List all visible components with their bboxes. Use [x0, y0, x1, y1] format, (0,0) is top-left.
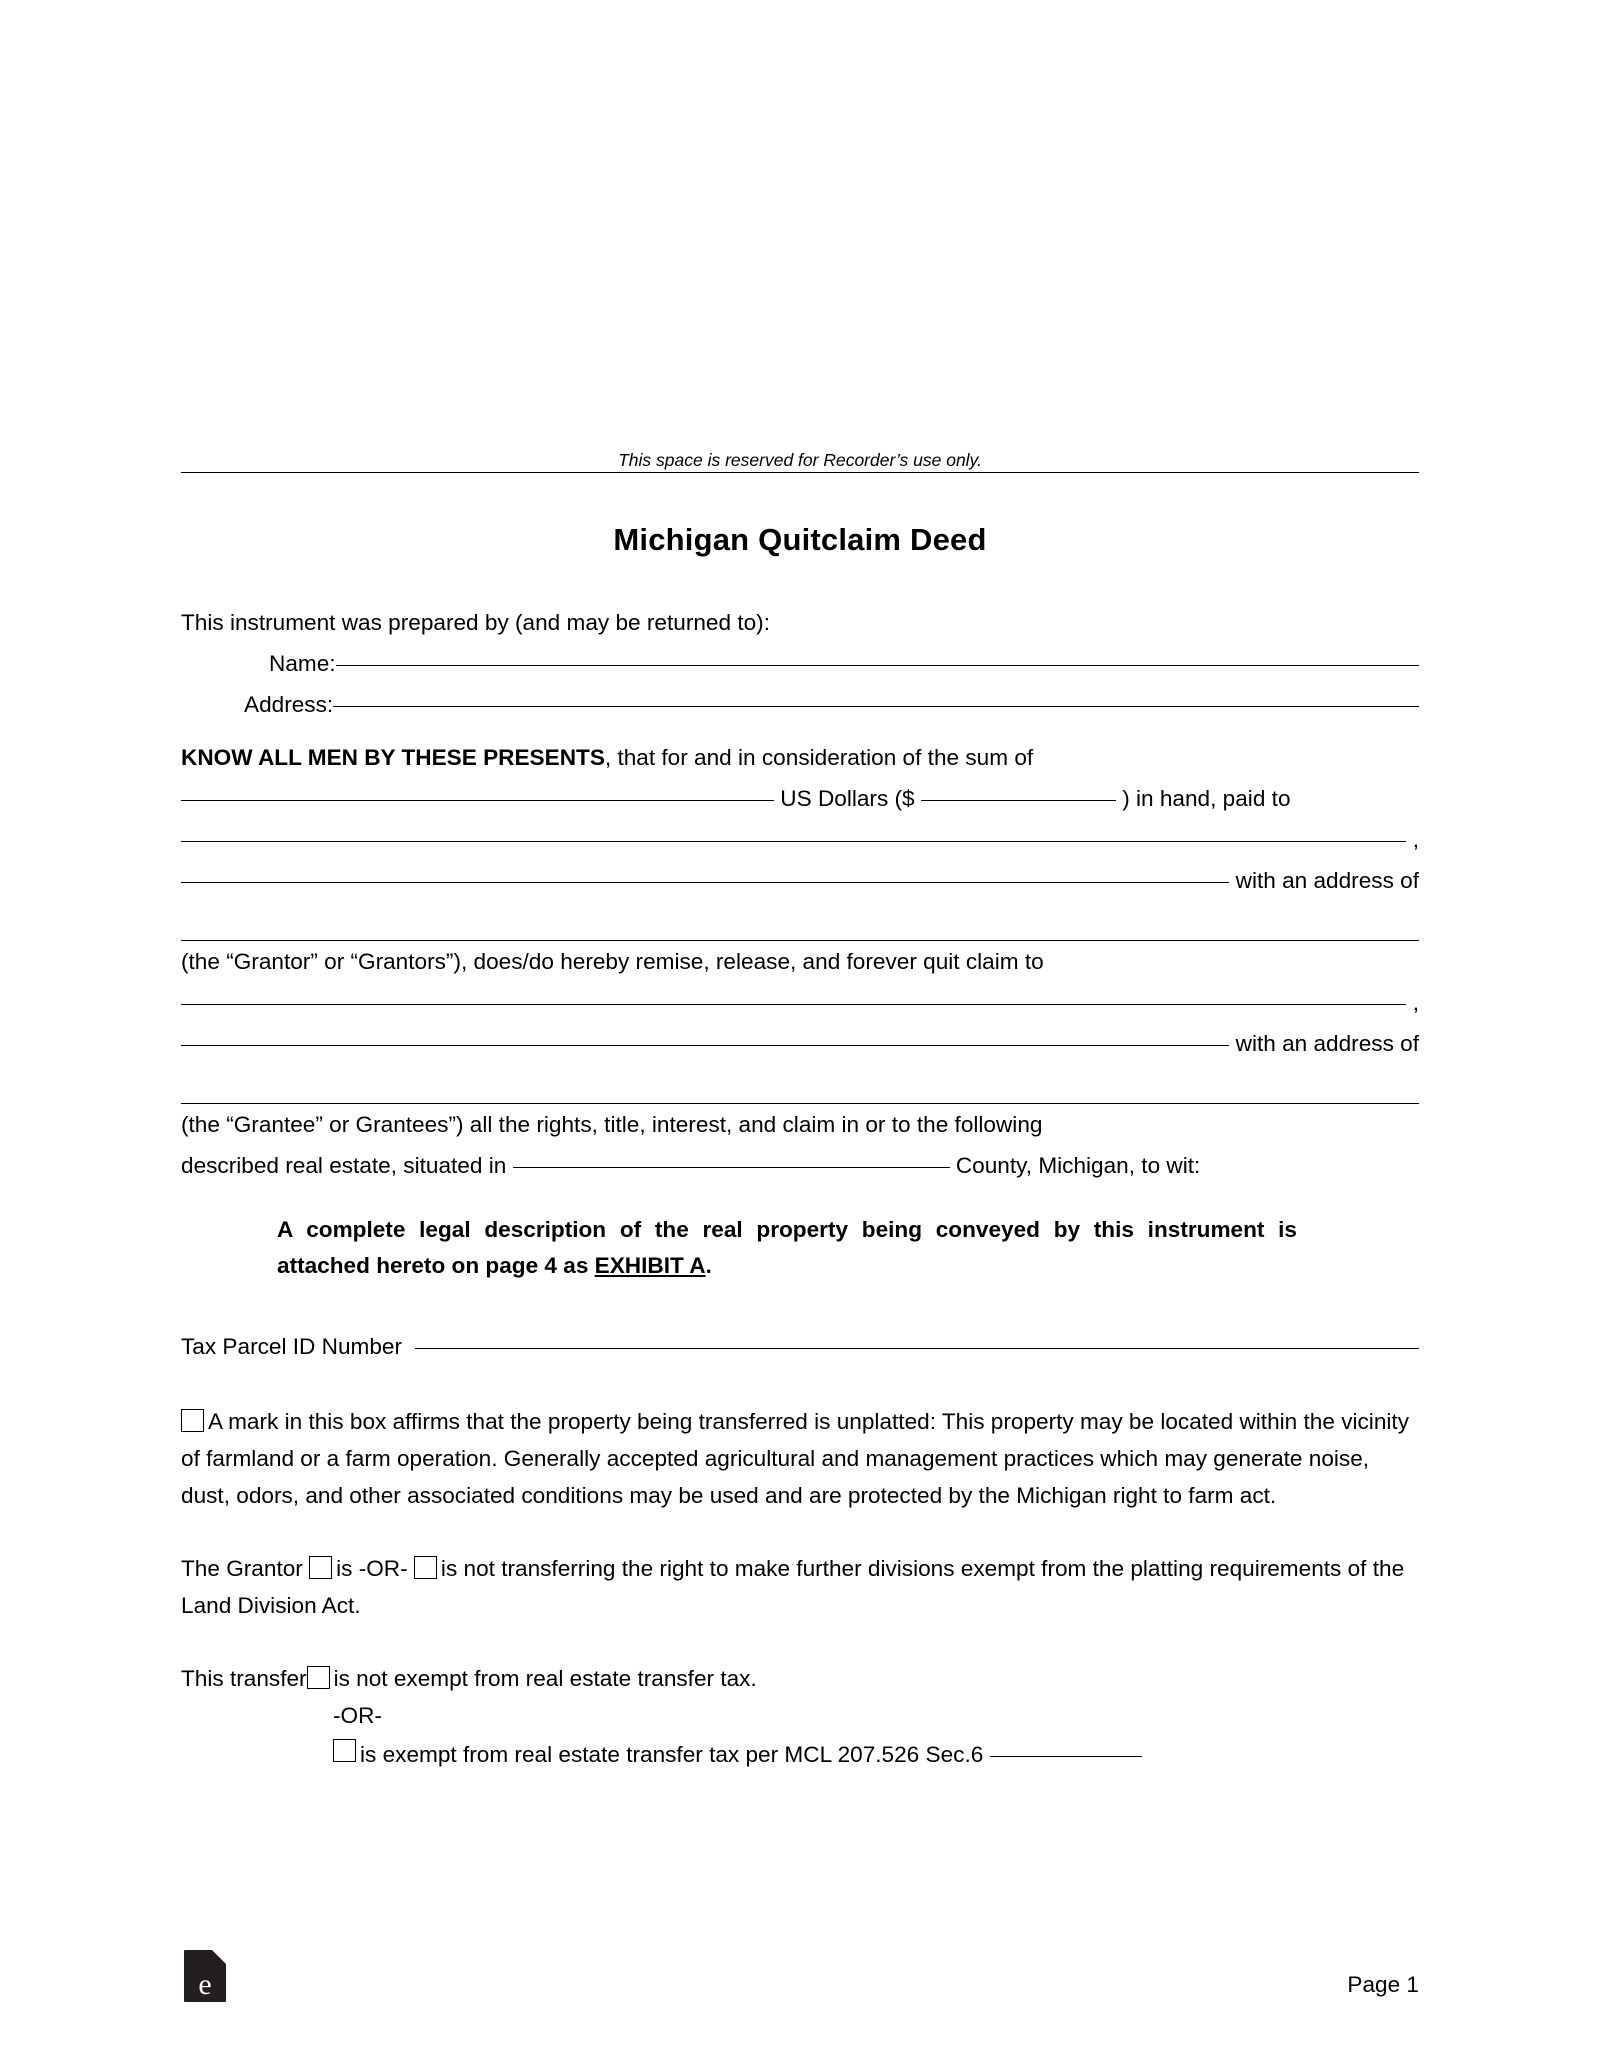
- grantor-clause: (the “Grantor” or “Grantors”), does/do hereby remise, release, and forever quit claim to: [181, 949, 1044, 974]
- unplatted-text: A mark in this box affirms that the property being transferred is unplatted: This property may be located within the vicinity of farmland or a farm operation. Generally accepted agricultural and management practices which may generate noise, dust, odors, and other associated conditions may be used and are protected by the Michigan right to farm act.: [181, 1409, 1409, 1508]
- know-all-men-line: [181, 737, 1419, 778]
- transfer-tax-exempt-row: [333, 1734, 1419, 1775]
- described-suffix: County, Michigan, to wit:: [955, 1153, 1201, 1178]
- grantor-divisions-prefix: The Grantor: [181, 1556, 303, 1581]
- grantor-address-blank[interactable]: [181, 881, 1229, 883]
- transfer-tax-exempt-text: is exempt from real estate transfer tax per MCL 207.526 Sec.6: [360, 1742, 984, 1767]
- recorder-rule: [181, 472, 1419, 473]
- transfer-tax-line: [181, 1660, 1419, 1697]
- transfer-tax-not-exempt: is not exempt from real estate transfer tax.: [333, 1666, 757, 1691]
- grantee-with-address-label: with an address of: [1235, 1031, 1419, 1056]
- page-footer: [181, 1942, 1419, 2001]
- transfer-tax-or: -OR-: [333, 1703, 382, 1728]
- in-hand-paid-label: ) in hand, paid to: [1122, 786, 1291, 811]
- is-transferring-checkbox[interactable]: [309, 1556, 332, 1579]
- address-field-blank[interactable]: [333, 705, 1419, 707]
- logo-letter: e: [198, 1968, 212, 2001]
- address-row: [181, 684, 1419, 725]
- grantor-with-address-label: with an address of: [1235, 868, 1419, 893]
- legal-description-text: A complete legal description of the real property being conveyed by this instrument is attached hereto on page 4 as: [277, 1217, 1297, 1278]
- address-label: Address:: [244, 692, 334, 717]
- exhibit-a-reference: EXHIBIT A: [594, 1253, 706, 1278]
- grantor-divisions-end: platting requirements of the Land Division Act.: [181, 1556, 1405, 1618]
- grantee-clause: (the “Grantee” or Grantees”) all the rights, title, interest, and claim in or to the following: [181, 1112, 1043, 1137]
- know-all-men-rest: , that for and in consideration of the sum of: [604, 745, 1034, 770]
- tax-parcel-blank[interactable]: [415, 1347, 1419, 1349]
- mcl-section-blank[interactable]: [990, 1755, 1142, 1757]
- county-blank[interactable]: [513, 1166, 950, 1168]
- tax-parcel-row: [181, 1326, 1419, 1367]
- grantor-name-blank[interactable]: [181, 840, 1406, 842]
- unplatted-checkbox[interactable]: [181, 1409, 204, 1432]
- not-exempt-checkbox[interactable]: [307, 1666, 330, 1689]
- grantor-name-comma: ,: [1412, 827, 1419, 852]
- document-body: [181, 602, 1419, 1775]
- unplatted-paragraph: [181, 1403, 1419, 1514]
- recorder-space: [181, 452, 1419, 471]
- grantee-name-blank[interactable]: [181, 1003, 1406, 1005]
- page-title: Michigan Quitclaim Deed: [613, 522, 987, 557]
- grantee-address-blank[interactable]: [181, 1044, 1229, 1046]
- described-prefix: described real estate, situated in: [181, 1153, 507, 1178]
- name-row: [181, 643, 1419, 684]
- transfer-tax-prefix: This transfer: [181, 1666, 307, 1691]
- grantee-name-row: [181, 982, 1419, 1023]
- exempt-checkbox[interactable]: [333, 1739, 356, 1762]
- grantor-divisions-rest: is not transferring the right to make further divisions exempt from the: [440, 1556, 1125, 1581]
- grantee-name-comma: ,: [1412, 990, 1419, 1015]
- tax-parcel-label: Tax Parcel ID Number: [181, 1334, 402, 1359]
- consideration-row: [181, 778, 1419, 819]
- prepared-by-label: This instrument was prepared by (and may be returned to):: [181, 610, 770, 635]
- grantee-address-row: [181, 1023, 1419, 1064]
- is-not-transferring-checkbox[interactable]: [414, 1556, 437, 1579]
- recorder-note: This space is reserved for Recorder’s use only.: [608, 452, 992, 470]
- logo-fold: [212, 1950, 226, 1964]
- legal-description-note: [277, 1212, 1297, 1284]
- name-label: Name:: [269, 651, 336, 676]
- name-field-blank[interactable]: [336, 664, 1419, 666]
- legal-description-period: .: [705, 1253, 712, 1278]
- grantor-address-row: [181, 860, 1419, 901]
- grantor-divisions-mid: is -OR-: [336, 1556, 408, 1581]
- eforms-logo-icon: [184, 1950, 226, 2002]
- county-row: [181, 1145, 1419, 1186]
- grantor-name-row: [181, 819, 1419, 860]
- grantor-address-blank-2[interactable]: [181, 908, 1419, 941]
- us-dollars-label: US Dollars ($: [780, 786, 915, 811]
- consideration-amount-words-blank[interactable]: [181, 799, 774, 801]
- know-all-men-bold: KNOW ALL MEN BY THESE PRESENTS: [181, 745, 605, 770]
- consideration-amount-numeric-blank[interactable]: [921, 799, 1116, 801]
- grantee-address-blank-2[interactable]: [181, 1071, 1419, 1104]
- land-division-paragraph: [181, 1550, 1419, 1624]
- page-number: Page 1: [1347, 1972, 1419, 1997]
